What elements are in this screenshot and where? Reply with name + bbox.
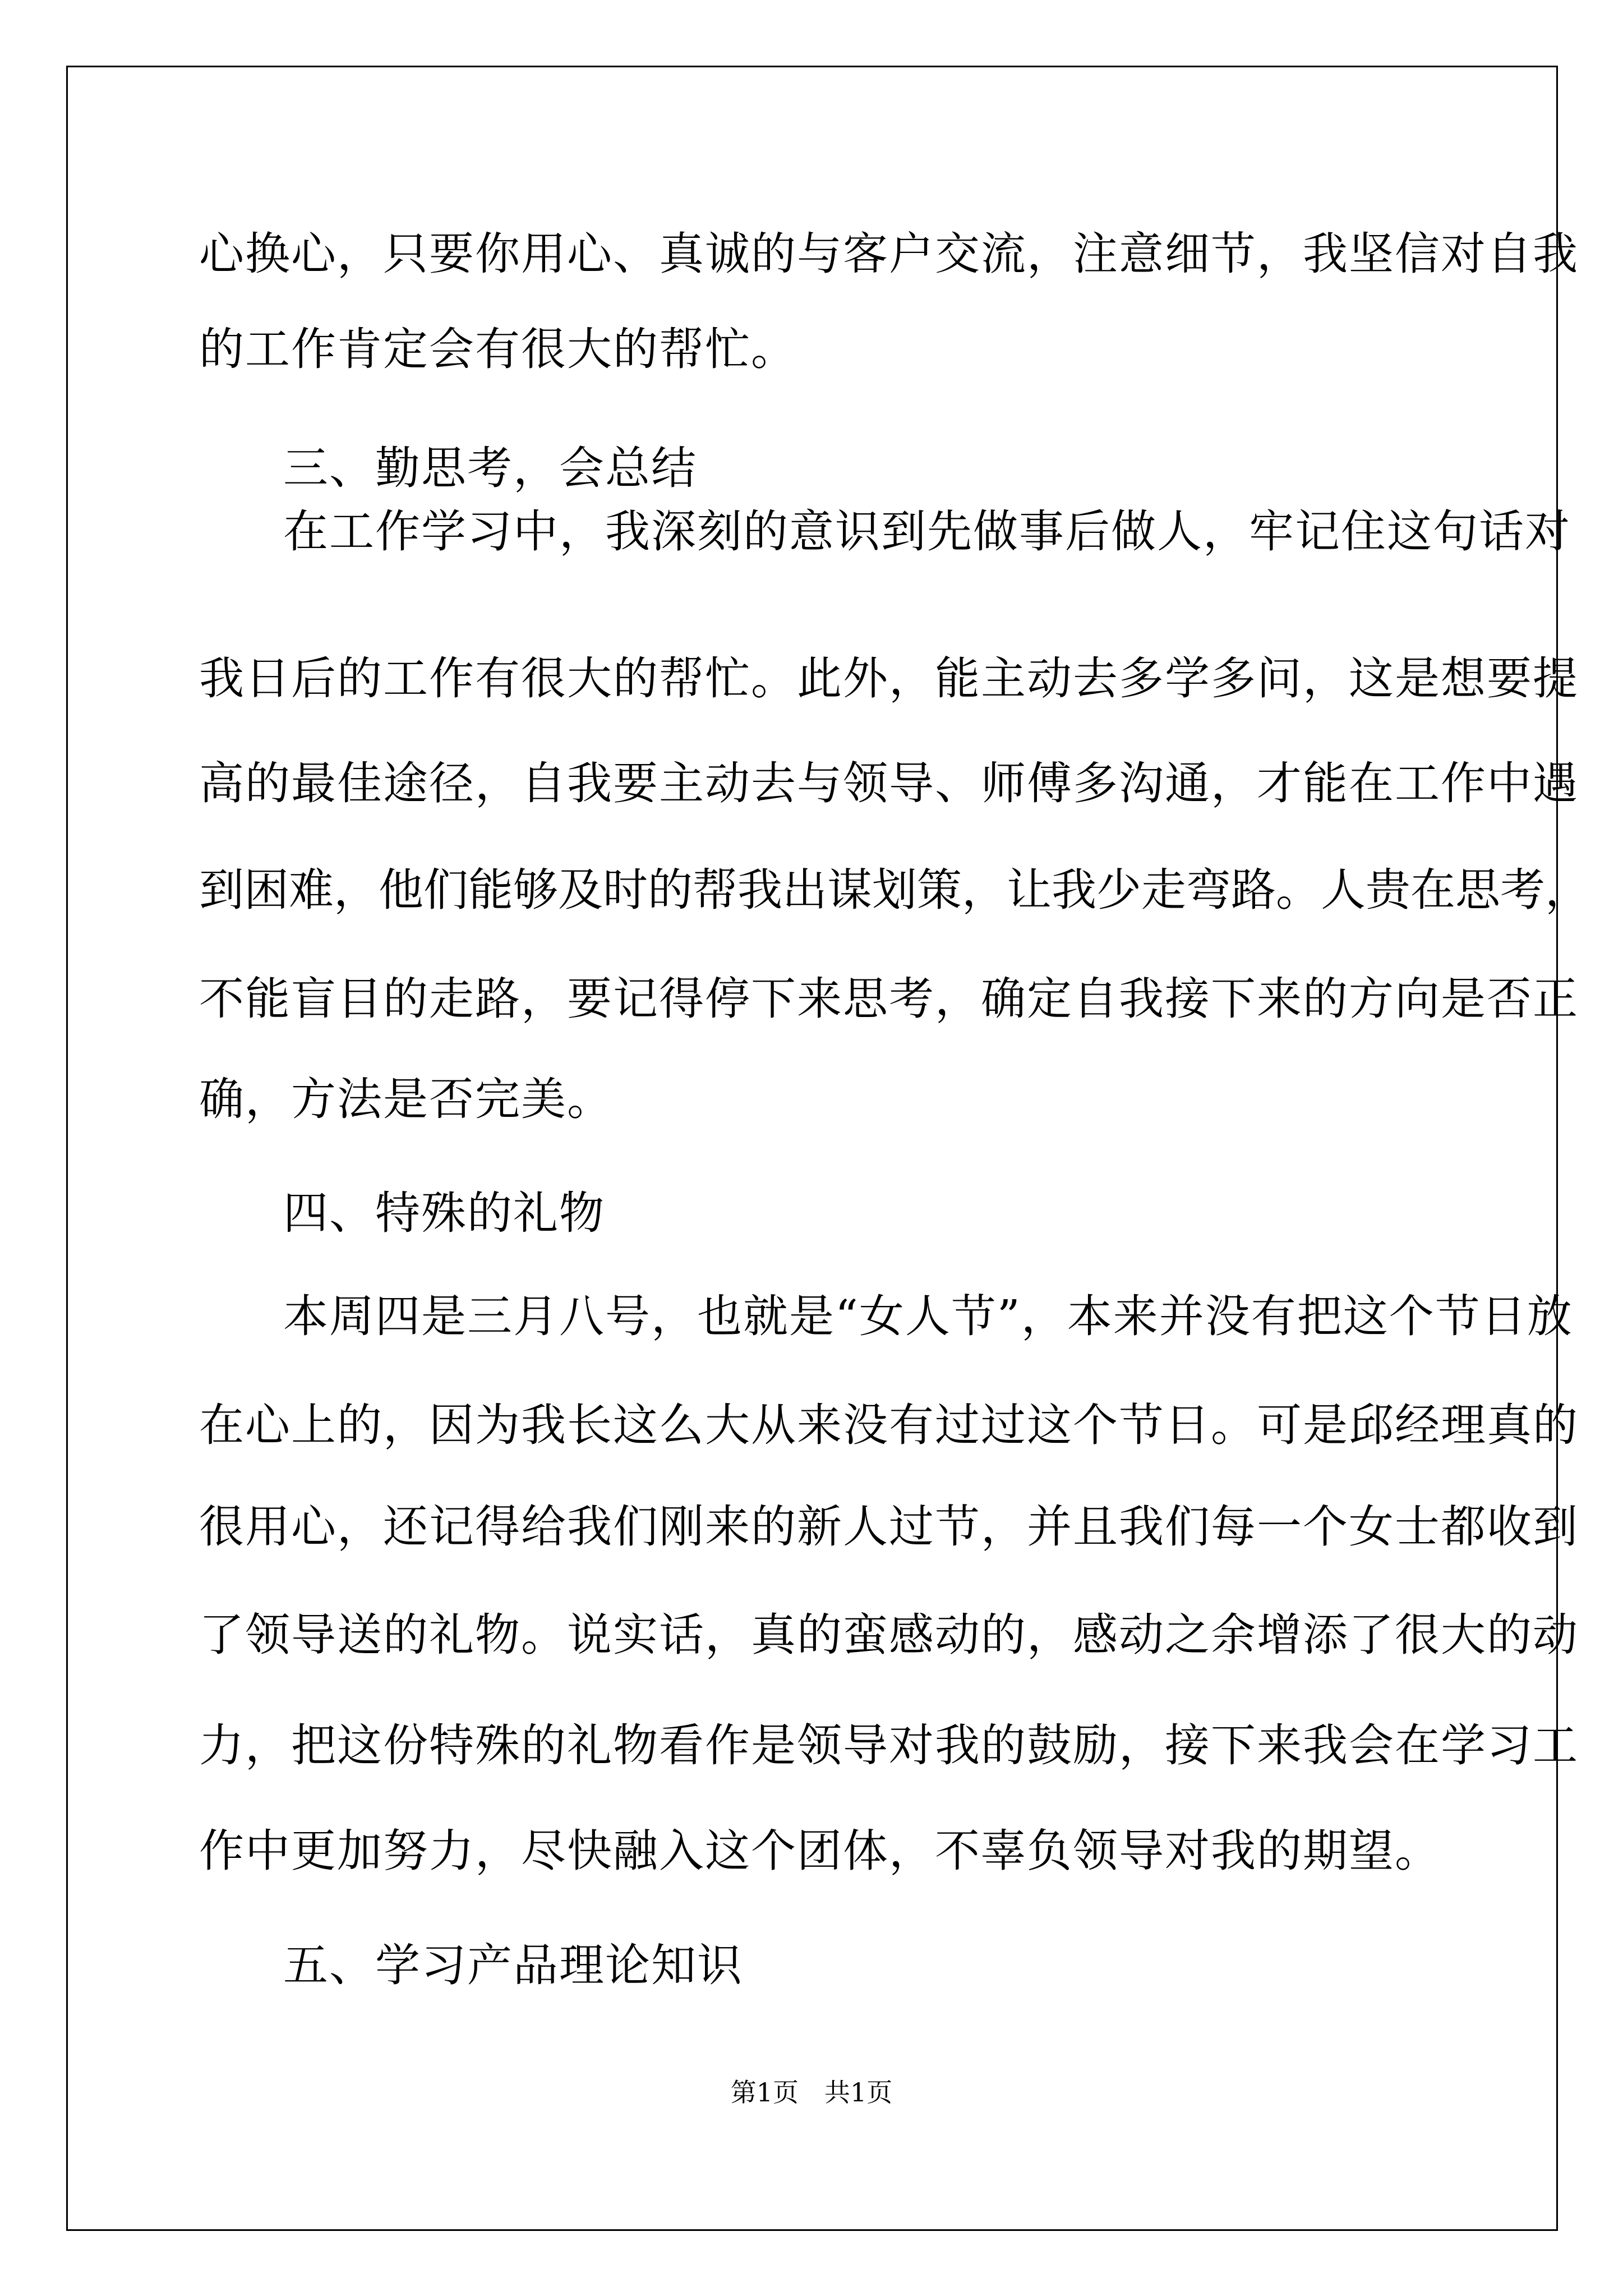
section-heading-4: 四、特殊的礼物 [283,1187,605,1239]
paragraph-line: 我日后的工作有很大的帮忙。此外，能主动去多学多问，这是想要提 [199,652,1579,705]
section-heading-3: 三、勤思考，会总结 [283,442,697,494]
paragraph-line: 很用心，还记得给我们刚来的新人过节，并且我们每一个女士都收到 [199,1501,1579,1553]
section-heading-5: 五、学习产品理论知识 [283,1939,743,1991]
paragraph-line: 了领导送的礼物。说实话，真的蛮感动的，感动之余增添了很大的动 [199,1609,1579,1661]
paragraph-line: 在心上的，因为我长这么大从来没有过过这个节日。可是邱经理真的 [199,1399,1579,1451]
paragraph-line: 确，方法是否完美。 [199,1073,613,1125]
paragraph-line: 心换心，只要你用心、真诚的与客户交流，注意细节，我坚信对自我 [199,228,1579,280]
paragraph-line: 高的最佳途径，自我要主动去与领导、师傅多沟通，才能在工作中遇 [199,757,1579,809]
paragraph-line: 的工作肯定会有很大的帮忙。 [199,323,797,375]
page-number-footer: 第1页 共1页 [730,2077,893,2108]
paragraph-line: 力，把这份特殊的礼物看作是领导对我的鼓励，接下来我会在学习工 [199,1719,1579,1772]
paragraph-line: 本周四是三月八号，也就是“女人节”，本来并没有把这个节日放 [283,1290,1573,1342]
paragraph-line: 作中更加努力，尽快融入这个团体，不辜负领导对我的期望。 [199,1825,1441,1877]
paragraph-line: 在工作学习中，我深刻的意识到先做事后做人，牢记住这句话对 [283,505,1571,558]
paragraph-line: 到困难，他们能够及时的帮我出谋划策，让我少走弯路。人贵在思考， [199,864,1590,916]
page-border [66,66,1590,2231]
paragraph-line: 不能盲目的走路，要记得停下来思考，确定自我接下来的方向是否正 [199,973,1579,1025]
